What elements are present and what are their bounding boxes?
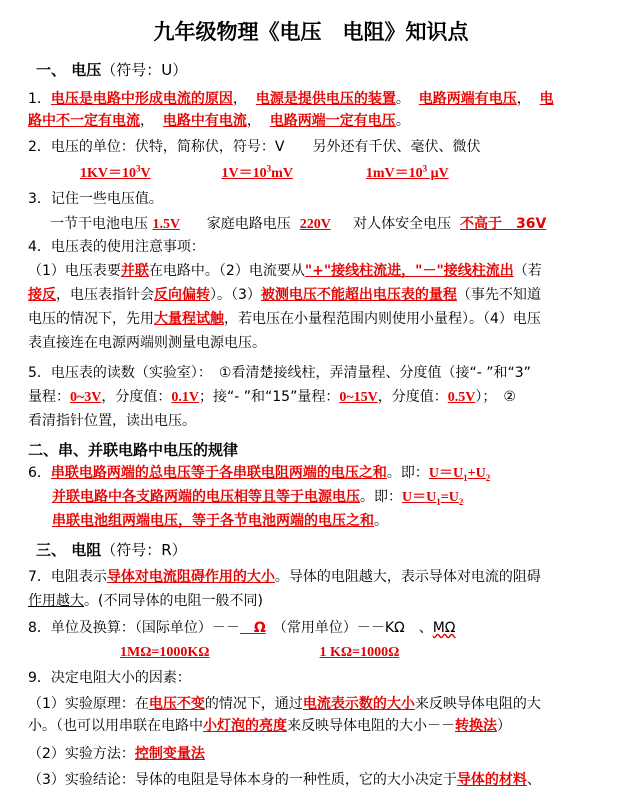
text: 在电路中。（2）电流要从 [148, 263, 305, 279]
symbol-note: （符号：R） [101, 541, 187, 559]
item-9-line-2 [28, 716, 511, 736]
value-safe: 不高于 36V [459, 216, 547, 232]
item-number: 1． [28, 91, 51, 107]
text: ） [497, 718, 511, 734]
item-9-line-1 [28, 694, 541, 714]
highlight: 转换法 [455, 718, 497, 734]
section-heading-text: 一、 电压 [36, 61, 102, 79]
item-5-line-1: 5．电压表的读数（实验室）： ①看清楚接线柱，弄清量程、分度值（接“- ”和“3” [28, 365, 531, 381]
text: （常用单位）－－KΩ 、 [265, 620, 433, 636]
item-1-line-2 [28, 111, 410, 131]
highlight: 导体的材料 [456, 772, 527, 788]
item-8-line-1 [28, 618, 456, 638]
section-heading-text: 三、 电阻 [36, 541, 102, 559]
highlight: 小灯泡的亮度 [203, 718, 287, 734]
conversion-mv: $1mV=10^3$ μV [365, 163, 449, 181]
conversion-v: $1V=10^3mV$ [221, 163, 293, 181]
text: 7．电阻表示 [28, 569, 107, 585]
item-9-line-4 [28, 770, 541, 790]
highlight: 电压不变 [148, 696, 205, 712]
highlight: 电 [539, 91, 554, 107]
text: 。(不同导体的电阻一般不同) [84, 593, 263, 609]
highlight: 串联电路两端的总电压等于各串联电阻两端的电压之和 [50, 465, 387, 481]
highlight: 串联电池组两端电压，等于各节电池两端的电压之和 [52, 513, 374, 529]
text: 来反映导体电阻的大 [414, 696, 541, 712]
highlight: 导体对电流阻碍作用的大小 [106, 569, 275, 585]
text: 来反映导体电阻的大小－－ [287, 718, 455, 734]
text: ， [140, 113, 154, 129]
unit-ohm: Ω [239, 620, 266, 636]
value-battery: 1.5V [152, 217, 181, 232]
highlight: 并联 [120, 263, 149, 279]
text: ）； ② [475, 389, 516, 405]
formula-series: $U=U_1+U_2$ [428, 466, 491, 483]
section-series-parallel-heading: 二、串、并联电路中电压的规律 [28, 441, 239, 459]
highlight: 反向偏转 [154, 287, 210, 303]
item-1-line-1 [28, 89, 554, 109]
page-title: 九年级物理《电压 电阻》知识点 [153, 19, 469, 44]
text: （1）电压表要 [28, 263, 121, 279]
text: 、 [526, 772, 541, 788]
highlight: 电路两端一定有电压 [269, 113, 396, 129]
text: ，若电压在小量程范围内则使用小量程）。（4）电压 [224, 311, 541, 327]
highlight: 接反 [28, 287, 56, 303]
item-6-line-1 [28, 463, 490, 484]
text: 。 [395, 91, 410, 107]
item-4-line-2 [28, 285, 541, 305]
text: 。导体的电阻越大，表示导体对电流的阻碍 [274, 569, 541, 585]
text: （若 [513, 263, 542, 279]
item-7-line-1 [28, 567, 541, 587]
text: ， [232, 91, 247, 107]
item-7-line-2 [28, 591, 263, 611]
text: 电压的情况下，先用 [28, 311, 154, 327]
highlight: 大量程试触 [154, 311, 224, 327]
text: ， [516, 91, 531, 107]
formula-parallel: $U=U_1=U_2$ [402, 490, 464, 507]
item-4-line-1 [28, 261, 542, 281]
text: 。即： [386, 465, 429, 481]
item-6-line-3 [52, 511, 388, 531]
unit-megaohm: MΩ [432, 620, 456, 636]
text: ，分度值： [377, 389, 448, 405]
section-resistance-heading [36, 540, 187, 560]
conversion-kv: $1KV=10^3V$ [80, 163, 151, 181]
text: 小。（也可以用串联在电路中 [28, 718, 203, 734]
item-4: 4．电压表的使用注意事项： [28, 239, 205, 255]
text: ， [246, 113, 261, 129]
symbol-note: （符号：U） [101, 61, 188, 79]
item-5-line-2 [28, 387, 516, 408]
item-4-line-4: 表直接连在电源两端则测量电源电压。 [28, 335, 266, 351]
text: 家庭电路电压 [206, 216, 291, 232]
item-8-line-2 [120, 642, 399, 663]
text: （3）实验结论：导体的电阻是导体本身的一种性质，它的大小决定于 [28, 772, 457, 788]
text: （2）实验方法： [28, 746, 135, 762]
text: ，电压表指针会 [56, 287, 154, 303]
text: （1）实验原理：在 [28, 696, 149, 712]
text: ）。（3） [210, 287, 261, 303]
range-large: 0~15V [339, 390, 378, 405]
section-voltage-heading [36, 60, 187, 80]
text: 的情况下，通过 [204, 696, 303, 712]
value-home: 220V [299, 217, 331, 232]
highlight: 电流表示数的大小 [302, 696, 415, 712]
text: 量程： [28, 389, 70, 405]
highlight: 并联电路中各支路两端的电压相等且等于电源电压 [52, 489, 360, 505]
highlight: 电压是电路中形成电流的原因 [50, 91, 233, 107]
text: 8．单位及换算：（国际单位）－－ [28, 620, 240, 636]
range-small: 0~3V [70, 390, 102, 405]
text: 。 [374, 513, 388, 529]
text: 。 [395, 113, 410, 129]
text: ；接“- ”和“15”量程： [199, 389, 340, 405]
highlight: 控制变量法 [134, 746, 205, 762]
text: ，分度值： [101, 389, 172, 405]
item-4-line-3 [28, 309, 541, 329]
item-number: 6． [28, 465, 51, 481]
voltage-values [50, 214, 546, 235]
conversion-kiloohm: 1 KΩ=1000Ω [319, 645, 400, 660]
highlight: 电路两端有电压 [418, 91, 517, 107]
item-3: 3．记住一些电压值。 [28, 191, 163, 207]
division-small: 0.1V [171, 390, 200, 405]
highlight: "+"接线柱流进，"－"接线柱流出 [304, 263, 514, 279]
division-large: 0.5V [447, 390, 476, 405]
item-2: 2．电压的单位：伏特，简称伏，符号：V 另外还有千伏、毫伏、微伏 [28, 139, 481, 155]
item-5-line-3: 看清指针位置，读出电压。 [28, 413, 196, 429]
highlight: 电源是提供电压的装置 [255, 91, 396, 107]
conversion-megaohm: 1MΩ=1000KΩ [120, 645, 210, 660]
text: 一节干电池电压 [50, 216, 148, 232]
item-9-line-3 [28, 744, 205, 764]
underlined-text: 作用越大 [28, 593, 84, 609]
text: 对人体安全电压 [353, 216, 452, 232]
unit-conversions [80, 163, 449, 184]
highlight: 路中不一定有电流 [28, 113, 140, 129]
text: （事先不知道 [456, 287, 541, 303]
highlight: 电路中有电流 [162, 113, 247, 129]
item-9: 9．决定电阻大小的因素： [28, 670, 191, 686]
highlight: 被测电压不能超出电压表的量程 [260, 287, 457, 303]
item-6-line-2 [52, 487, 463, 508]
text: 。即： [360, 489, 402, 505]
